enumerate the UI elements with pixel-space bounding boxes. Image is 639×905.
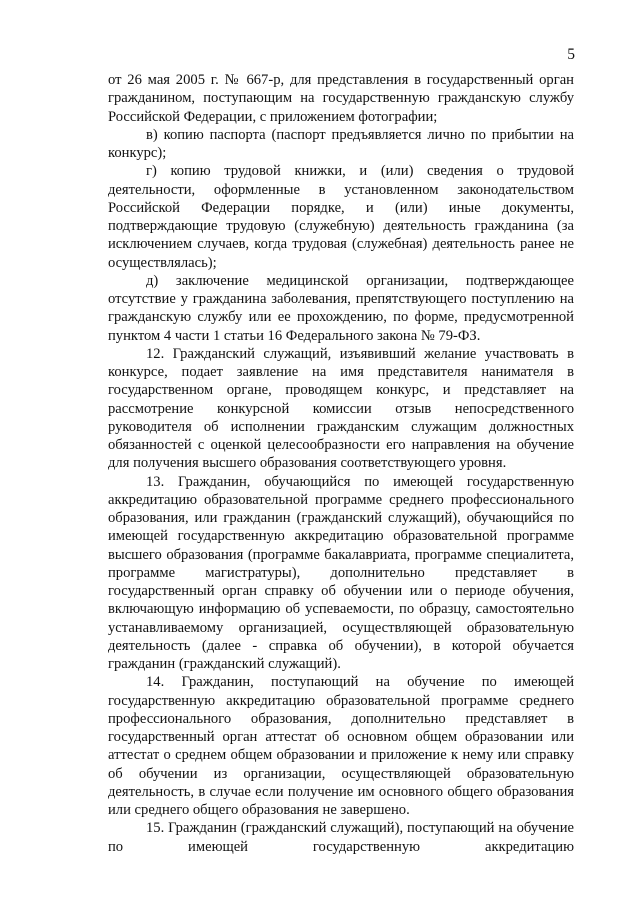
paragraph-photo-continuation: от 26 мая 2005 г. № 667-р, для представления в государственный орган гражданином, поступающим на государственную гражданскую службу Российской Федерации, с приложением фотографии; [108,72,574,125]
paragraph-15: 15. Гражданин (гражданский служащий), поступающий на обучение по имеющей государственную аккредитацию [108,820,574,855]
paragraph-item-g-work-record: г) копию трудовой книжки, и (или) сведения о трудовой деятельности, оформленные в установленном законодательством Российской Федерации порядке, и (или) иные документы, подтверждающие трудовую (служебную) деятельность гражданина (за исключением случаев, когда трудовая (служебная) деятельность ранее не осуществлялась); [108,163,574,271]
paragraph-item-d-medical: д) заключение медицинской организации, подтверждающее отсутствие у гражданина заболевания, препятствующего поступлению на гражданскую службу или ее прохождению, по форме, предусмотренной пунктом 4 части 1 статьи 16 Федерального закона № 79-ФЗ. [108,272,574,344]
paragraph-item-v-passport: в) копию паспорта (паспорт предъявляется лично по прибытии на конкурс); [108,126,574,161]
paragraph-12: 12. Гражданский служащий, изъявивший желание участвовать в конкурсе, подает заявление на имя представителя нанимателя в государственном органе, проводящем конкурс, и представляет на рассмотрение конкурсной комиссии отзыв непосредственного руководителя об исполнении гражданским служащим должностных обязанностей с оценкой целесообразности его направления на обучение для получения высшего образования соответствующего уровня. [108,345,574,472]
page-number: 5 [567,46,575,63]
paragraph-13: 13. Гражданин, обучающийся по имеющей государственную аккредитацию образовательной программе среднего профессионального образования, или гражданин (гражданский служащий), обучающийся по имеющей государственную аккредитацию образовательной программе высшего образования (программе бакалавриата, программе специалитета, программе магистратуры), дополнительно представляет в государственный орган справку об обучении или о периоде обучения, включающую информацию об успеваемости, по образцу, самостоятельно устанавливаемому организацией, осуществляющей образовательную деятельность (далее - справка об обучении), в которой обучается гражданин (гражданский служащий). [108,473,574,672]
document-body [108,71,574,856]
paragraph-14: 14. Гражданин, поступающий на обучение по имеющей государственную аккредитацию образовательной программе среднего профессионального образования, дополнительно представляет в государственный орган аттестат об основном общем образовании или аттестат о среднем общем образовании и приложение к нему или справку об обучении из организации, осуществляющей образовательную деятельность, в случае если получение им основного общего образования или среднего общего образования не завершено. [108,674,574,818]
